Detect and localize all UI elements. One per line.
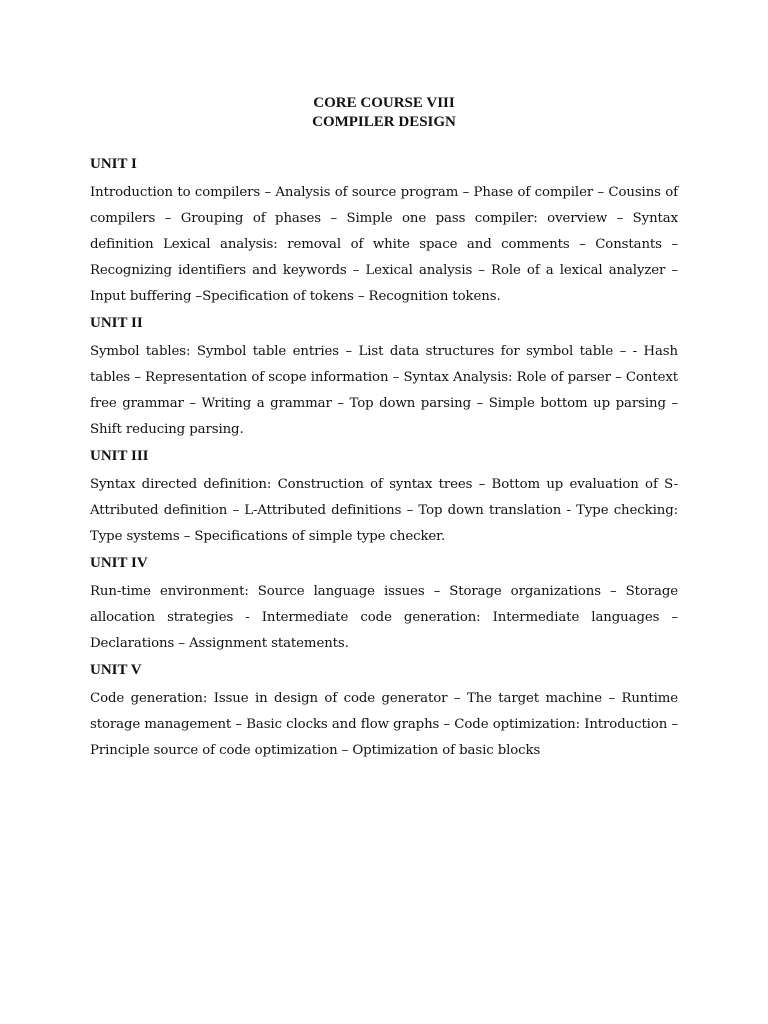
unit-body: Symbol tables: Symbol table entries – List data structures for symbol table – - Hash tables – Representation of scope information – Syntax Analysis: Role of parser – Context free grammar – Writing a grammar – Top down parsing – Simple bottom up parsing – Shift reducing parsing.	[90, 344, 678, 437]
unit-section	[90, 553, 678, 657]
unit-heading: UNIT IV	[90, 555, 148, 571]
unit-body: Run-time environment: Source language issues – Storage organizations – Storage allocation strategies - Intermediate code generation: Intermediate languages – Declarations – Assignment statements.	[90, 584, 678, 651]
course-label: CORE COURSE VIII	[313, 95, 455, 111]
document-title	[90, 94, 678, 132]
document-page	[90, 94, 678, 767]
unit-section	[90, 154, 678, 310]
unit-section	[90, 446, 678, 550]
unit-heading: UNIT I	[90, 156, 137, 172]
unit-body: Code generation: Issue in design of code generator – The target machine – Runtime storage management – Basic clocks and flow graphs – Code optimization: Introduction – Principle source of code optimization – Optimization of basic blocks	[90, 691, 678, 758]
unit-heading: UNIT V	[90, 662, 142, 678]
unit-section	[90, 313, 678, 443]
unit-heading: UNIT III	[90, 448, 149, 464]
course-title: COMPILER DESIGN	[312, 114, 456, 130]
unit-section	[90, 660, 678, 764]
unit-heading: UNIT II	[90, 315, 143, 331]
unit-body: Syntax directed definition: Construction of syntax trees – Bottom up evaluation of S-Attributed definition – L-Attributed definitions – Top down translation - Type checking: Type systems – Specifications of simple type checker.	[90, 477, 678, 544]
unit-body: Introduction to compilers – Analysis of source program – Phase of compiler – Cousins of compilers – Grouping of phases – Simple one pass compiler: overview – Syntax definition Lexical analysis: removal of white space and comments – Constants – Recognizing identifiers and keywords – Lexical analysis – Role of a lexical analyzer – Input buffering –Specification of tokens – Recognition tokens.	[90, 185, 678, 304]
